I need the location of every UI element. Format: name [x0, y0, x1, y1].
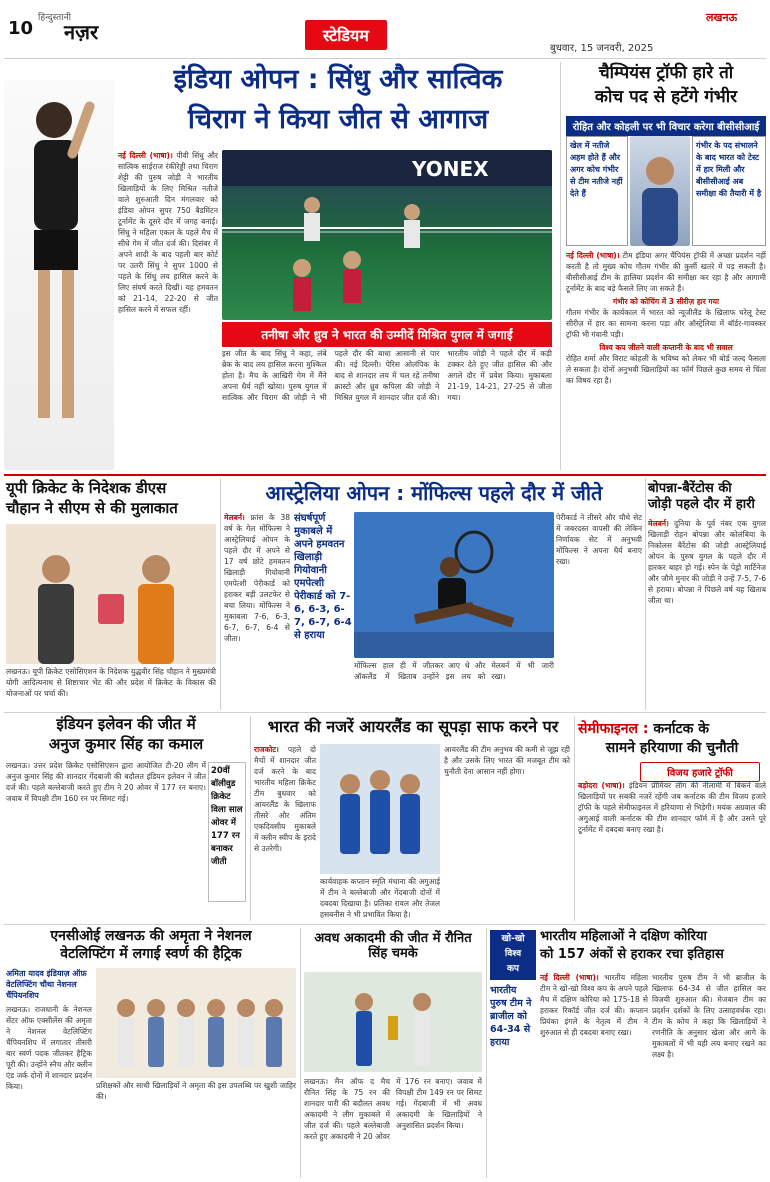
- awadh-photo: [304, 972, 482, 1072]
- australia-body-cols: [354, 660, 554, 708]
- amrita-photo: [96, 968, 296, 1078]
- australia-body-1: फ्रांस के 38 वर्ष के गेल मोंफिल्स ने आस्ट्रेलियाई ओपन के पहले दौर में अपने से 17 वर्ष छोटे हमवतन खिलाड़ी गियोवानी एमपेत्शी पेरीकार्ड को हराकर बड़ी उलटफेर से बचा लिया। मोंफिल्स ने मुकाबला 7-6, 6-3, 6-7, 6-7, 6-4 से जीता।: [224, 513, 290, 643]
- kho-kho-badge: [490, 930, 536, 980]
- amrita-body-2: प्रशिक्षकों और साथी खिलाड़ियों ने अमृता की इस उपलब्धि पर खुशी जाहिर की।: [96, 1081, 296, 1101]
- kho-kho-body-col2: [652, 972, 766, 1176]
- awadh-body-1: लखनऊ। मैन ऑफ द मैच रौनित सिंह के 75 रन की शानदार पारी की बदौलत अवध अकादमी ने लीग मुकाबले में जीत दर्ज की। पहले बल्लेबाजी करते हुए अकादमी ने 20 ओवर में 176 रन बनाए।: [304, 1077, 453, 1141]
- champions-body-3: रोहित शर्मा और विराट कोहली के भविष्य को लेकर भी बोर्ड जल्द फैसला ले सकता है। दोनों अनुभवी खिलाड़ियों का फॉर्म पिछले कुछ समय से चिंता का विषय रहा है।: [566, 354, 766, 385]
- sindhu-photo: [4, 80, 114, 470]
- ireland-body-col1: [254, 744, 316, 920]
- champions-headline-2: कोच पद से हटेंगे गंभीर: [594, 87, 738, 107]
- bopanna-headline-2: जोड़ी पहले दौर में हारी: [648, 497, 755, 512]
- champions-body-1: टीम इंडिया अगर चैंपियंस ट्रॉफी में अच्छा प्रदर्शन नहीं करती है तो मुख्य कोच गौतम गंभीर की कुर्सी खतरे में पड़ सकती है। बीसीसीआई टीम के हालिया प्रदर्शन की समीक्षा कर रहा है और आगामी टूर्नामेंट के बाद बड़े फैसले लिए जा सकते हैं।: [566, 251, 766, 293]
- semifinal-headline-1: कर्नाटक के: [653, 721, 709, 737]
- amrita-label-2: वेटलिफ्टिंग चौथा नेशनल: [6, 980, 77, 989]
- bopanna-body-text: दुनिया के पूर्व नंबर एक युगल खिलाड़ी रोहन बोपन्ना और कोलंबिया के निकोलस बैरेंटोस की जोड़ी आस्ट्रेलियाई ओपन के पुरुष युगल के पहले दौर में हारकर बाहर हो गई। स्पेन के पेड्रो मार्टिनेज और जौमे मुनार की जोड़ी ने उन्हें 7-5, 7-6 से हराया। बोपन्ना ने पिछले वर्ष यह खिताब जीता था।: [648, 519, 766, 605]
- amrita-label-3: चैंपियनशिप: [6, 991, 39, 1000]
- semifinal-body: [578, 780, 766, 920]
- ireland-body-3: आयरलैंड की टीम अनुभव की कमी से जूझ रही है और उसके लिए भारत की मजबूत टीम को चुनौती देना आसान नहीं होगा।: [444, 745, 570, 776]
- lead-body-2: इस जीत के बाद सिंधु ने कहा, लंबे ब्रेक के बाद लय हासिल करना मुश्किल होता है। मैच के आखिरी गेम में मैंने अपना धैर्य नहीं खोया। पुरुष युगल में सात्विक और चिराग की जोड़ी ने भी पहले दौर की बाधा आसानी से पार की।: [222, 349, 440, 402]
- issue-date: बुधवार, 15 जनवरी, 2025: [550, 43, 654, 54]
- bopanna-headline-1: बोपन्ना-बैरेंटोस की: [648, 481, 732, 496]
- eleven-body: लखनऊ। उत्तर प्रदेश क्रिकेट एसोसिएशन द्वारा आयोजित टी-20 लीग में अनुज कुमार सिंह की शानदार गेंदबाजी की बदौलत इंडियन इलेवन ने जीत दर्ज की। पहले बल्लेबाजी करते हुए टीम ने 20 ओवर में 177 रन बनाए। जवाब में विपक्षी टीम 160 रन पर सिमट गई।: [6, 761, 206, 803]
- ireland-body-2: कार्यवाहक कप्तान स्मृति मंधाना की अगुआई में टीम ने बल्लेबाजी और गेंदबाजी दोनों में दबदबा दिखाया है। प्रतिका रावल और तेजल हसबनीस ने भी प्रभावित किया है।: [320, 877, 440, 919]
- awadh-headline: अवध अकादमी की जीत में रौनित सिंह चमके: [314, 931, 472, 961]
- kho-kho-body-1: भारतीय महिला टीम ने खो-खो विश्व कप के अपने पहले मैच में दक्षिण कोरिया को 175-18 से हराकर रिकॉर्ड जीत दर्ज की। कप्तान प्रियंका इंगले के नेतृत्व में टीम ने शुरुआत से ही दबदबा बनाए रखा।: [540, 973, 648, 1037]
- divider: [645, 478, 646, 710]
- divider: [220, 478, 221, 710]
- kho-kho-pullquote: भारतीय पुरुष टीम ने ब्राजील को 64-34 से हराया: [490, 985, 532, 1048]
- kho-kho-badge-2: विश्व: [504, 949, 522, 959]
- divider: [560, 62, 561, 470]
- women-team-photo: [320, 744, 440, 874]
- divider: [250, 716, 251, 921]
- ireland-body-1: पहले दो मैचों में शानदार जीत दर्ज करने के बाद भारतीय महिला क्रिकेट टीम बुधवार को आयरलैंड के खिलाफ तीसरे और अंतिम एकदिवसीय मुकाबले में क्लीन स्वीप के इरादे से उतरेगी।: [254, 745, 316, 853]
- amrita-headline-2: वेटलिफ्टिंग में लगाई स्वर्ण की हैट्रिक: [60, 946, 242, 962]
- australia-body-col1: [224, 512, 290, 708]
- player-figure-icon: [4, 80, 114, 470]
- person-icon: [630, 136, 690, 246]
- up-cricket-photo: [6, 524, 216, 664]
- australia-headline: आस्ट्रेलिया ओपन : मोंफिल्स पहले दौर में जीते: [265, 481, 603, 505]
- amrita-label-1: अमिता यादव इंडियाज़ ऑफ़: [6, 969, 87, 978]
- champions-quote-left: खेल में नतीजे अहम होते हैं और अगर कोच गंभीर से टीम नतीजे नहीं देते हैं: [566, 136, 628, 246]
- amrita-headline-1: एनसीओई लखनऊ की अमृता ने नेशनल: [50, 928, 252, 944]
- lead-body-1: पीवी सिंधु और सात्विक साईराज रंकीरेड्डी तथा चिराग शेट्टी की पुरुष जोड़ी ने भारतीय खिलाड़ियों के लिए मिश्रित नतीजे वाले शुरुआती दिन मंगलवार को इंडिया ओपन सुपर 750 बैडमिंटन टूर्नामेंट के दूसरे दौर में जगह बनाई। सिंधु ने महिला एकल के पहले मैच में सीधे गेम में जीत दर्ज की। दिसंबर में अपने शादी के बाद पहली बार कोर्ट पर उतरी सिंधु ने सुपर 1000 से पहले के सिंधु लय हासिल करने के लिए संघर्ष करते दिखी। यह हमवतन को 21-14, 22-20 से जीत हासिल करने में सफल रहीं।: [118, 151, 218, 314]
- up-cricket-headline-1: यूपी क्रिकेट के निदेशक डीएस: [6, 479, 167, 497]
- gambhir-photo: [630, 136, 690, 246]
- kho-kho-body-3: टीम के कोच ने कहा कि खिलाड़ियों ने रणनीति के अनुसार खेला और आगे के मुकाबलों में भी यही लय बनाए रखने का लक्ष्य है।: [652, 1017, 766, 1059]
- lead-body-col1: [118, 150, 218, 470]
- divider: [486, 928, 487, 1178]
- ireland-dateline: राजकोट।: [254, 745, 279, 754]
- divider: [4, 924, 766, 925]
- semifinal-headline-2: सामने हरियाणा की चुनौती: [605, 740, 739, 756]
- australia-pullquote: संघर्षपूर्ण मुकाबले में अपने हमवतन खिलाड़ी गियोवानी एमपेत्शी पेरीकार्ड को 7-6, 6-3, 6-7, 6-7, 6-4 से हराया: [294, 513, 352, 641]
- champions-quote-right: गंभीर के पद संभालने के बाद भारत को टेस्ट में हार मिली और बीसीसीआई अब समीक्षा की तैयारी में है: [692, 136, 766, 246]
- eleven-headline-2: अनुज कुमार सिंह का कमाल: [48, 735, 204, 753]
- svg-text:YONEX: YONEX: [412, 157, 489, 181]
- page-number: 10: [8, 18, 34, 39]
- amrita-body-1: लखनऊ। राजधानी के नेशनल सेंटर ऑफ एक्सीलेंस की अमृता ने नेशनल वेटलिफ्टिंग चैंपियनशिप में लगातार तीसरी बार स्वर्ण पदक जीतकर हैट्रिक पूरी की। उन्होंने स्नैच और क्लीन एंड जर्क दोनों में शानदार प्रदर्शन किया।: [6, 1005, 92, 1091]
- amrita-photo-labels: [6, 968, 92, 1001]
- team-icon: [320, 744, 440, 874]
- semifinal-headline-row: [578, 720, 766, 738]
- lead-headline-2: चिराग ने किया जीत से आगाज: [187, 104, 489, 135]
- monfils-photo: [354, 512, 554, 658]
- divider: [4, 712, 766, 713]
- up-cricket-headline-2: चौहान ने सीएम से की मुलाकात: [6, 499, 178, 517]
- australia-dateline: मेलबर्न।: [224, 513, 245, 522]
- bopanna-body: [648, 518, 766, 708]
- kho-kho-badge-1: खो-खो: [501, 934, 525, 944]
- champions-headline-1: चैम्पियंस ट्रॉफी हारे तो: [598, 63, 734, 83]
- lead-dateline: नई दिल्ली (भाषा)।: [118, 151, 173, 160]
- champions-subhead: रोहित और कोहली पर भी विचार करेगा बीसीसीआई: [566, 116, 766, 136]
- eleven-headline-1: इंडियन इलेवन की जीत में: [56, 715, 196, 733]
- lead-photo-caption: तनीषा और ध्रुव ने भारत की उम्मीदें मिश्रित युगल में जगाईं: [222, 322, 552, 347]
- awadh-body: [304, 1076, 482, 1176]
- australia-body-3: मोंफिल्स हाल ही में ऑकलैंड में खिताब जीतकर आए थे और उन्होंने इस लय को मेलबर्न में भी जारी रखा।: [354, 661, 554, 681]
- bopanna-dateline: मेलबर्न।: [648, 519, 669, 528]
- kho-kho-headline-1: भारतीय महिलाओं ने दक्षिण कोरिया: [540, 929, 707, 944]
- semifinal-dateline: बड़ोदरा (भाषा)।: [578, 781, 625, 790]
- kho-kho-headline-2: को 157 अंकों से हराकर रचा इतिहास: [540, 947, 724, 962]
- semifinal-label: सेमीफाइनल :: [578, 721, 649, 737]
- ireland-headline: भारत की नजरें आयरलैंड का सूपड़ा साफ करने पर: [267, 717, 559, 736]
- brand-logo: नज़र: [64, 20, 99, 44]
- semifinal-tag: विजय हजारे ट्रॉफी: [640, 762, 760, 782]
- awadh-body-2: जवाब में विपक्षी टीम 149 रन पर सिमट गई। गेंदबाजी में भी अवध अकादमी के खिलाड़ियों ने अनुशासित प्रदर्शन किया।: [396, 1077, 482, 1130]
- divider: [4, 474, 766, 476]
- badminton-court-icon: [222, 150, 552, 320]
- lead-body-cols: [222, 348, 552, 470]
- champions-body-2: गौतम गंभीर के कार्यकाल में भारत को न्यूजीलैंड के खिलाफ घरेलू टेस्ट सीरीज़ में हार का सामना करना पड़ा और ऑस्ट्रेलिया में बॉर्डर-गावस्कर ट्रॉफी भी गंवानी पड़ी।: [566, 308, 766, 339]
- champions-subhead-3: विश्व कप जीतने वाली कप्तानी के बाद भी सवाल: [599, 343, 733, 352]
- edition-city: लखनऊ: [706, 11, 738, 24]
- tennis-player-icon: [354, 512, 554, 658]
- divider: [300, 928, 301, 1178]
- champions-dateline: नई दिल्ली (भाषा)।: [566, 251, 620, 260]
- semifinal-body-text: इंडियन प्रीमियर लीग की नीलामी में बिकने वाले खिलाड़ियों पर सबकी नजरें रहेंगी जब कर्नाटक की टीम विजय हजारे ट्रॉफी के पहले सेमीफाइनल में हरियाणा से भिड़ेगी। मयंक अग्रवाल की अगुआई वाली कर्नाटक की टीम शानदार फॉर्म में है और उसने पूरे टूर्नामेंट में दबदबा बनाए रखा है।: [578, 781, 766, 834]
- badminton-photo: [222, 150, 552, 320]
- award-ceremony-icon: [304, 972, 482, 1072]
- meeting-icon: [6, 524, 216, 664]
- lead-headline-1: इंडिया ओपन : सिंधु और सात्विक: [173, 64, 503, 95]
- champions-body: [566, 250, 766, 470]
- kho-kho-badge-3: कप: [506, 964, 520, 974]
- kho-kho-body-2: भारतीय पुरुष टीम ने भी ब्राजील के खिलाफ 64-34 से जीत हासिल कर विजयी शुरुआत की। मेजबान टीम का प्रदर्शन दर्शकों के लिए उत्साहवर्धक रहा।: [652, 973, 766, 1015]
- australia-body-col3: पेरीकार्ड ने तीसरे और चौथे सेट में जबरदस्त वापसी की लेकिन निर्णायक सेट में अनुभवी मोंफिल्स ने अपना धैर्य बनाए रखा।: [556, 513, 642, 566]
- section-badge: स्टेडियम: [305, 20, 387, 50]
- up-cricket-caption: लखनऊ। यूपी क्रिकेट एसोसिएशन के निदेशक युद्धवीर सिंह चौहान ने मुख्यमंत्री योगी आदित्यनाथ से शिष्टाचार भेंट की और प्रदेश में क्रिकेट के विकास की योजनाओं पर चर्चा की।: [6, 667, 216, 698]
- eleven-side-box: 20वीं बॉलीवुड क्रिकेट विला साल ओवर में 177 रन बनाकर जीती: [208, 762, 246, 902]
- divider: [574, 716, 575, 921]
- masthead: [0, 0, 770, 60]
- kho-kho-body-col1: [540, 972, 648, 1176]
- brand-tagline: हिन्दुस्तानी: [38, 13, 71, 23]
- champions-subhead-2: गंभीर को कोचिंग में 3 सीरीज़ हार गया: [613, 297, 719, 306]
- group-photo-icon: [96, 968, 296, 1078]
- divider: [4, 58, 766, 59]
- kho-kho-spacer: [490, 1100, 536, 1176]
- kho-kho-dateline: नई दिल्ली (भाषा)।: [540, 973, 599, 982]
- lead-body-3: नई दिल्ली। पेरिस ओलंपिक के बाद से शानदार लय में चल रहे तनीषा क्रास्टो और ध्रुव कपिला की जोड़ी ने मिश्रित युगल में शानदार जीत दर्ज की। भारतीय जोड़ी ने पहले दौर में कड़ी टक्कर देते हुए जीत हासिल की और अगले दौर में प्रवेश किया। मुकाबला 21-19, 14-21, 27-25 से जीता गया।: [334, 349, 552, 402]
